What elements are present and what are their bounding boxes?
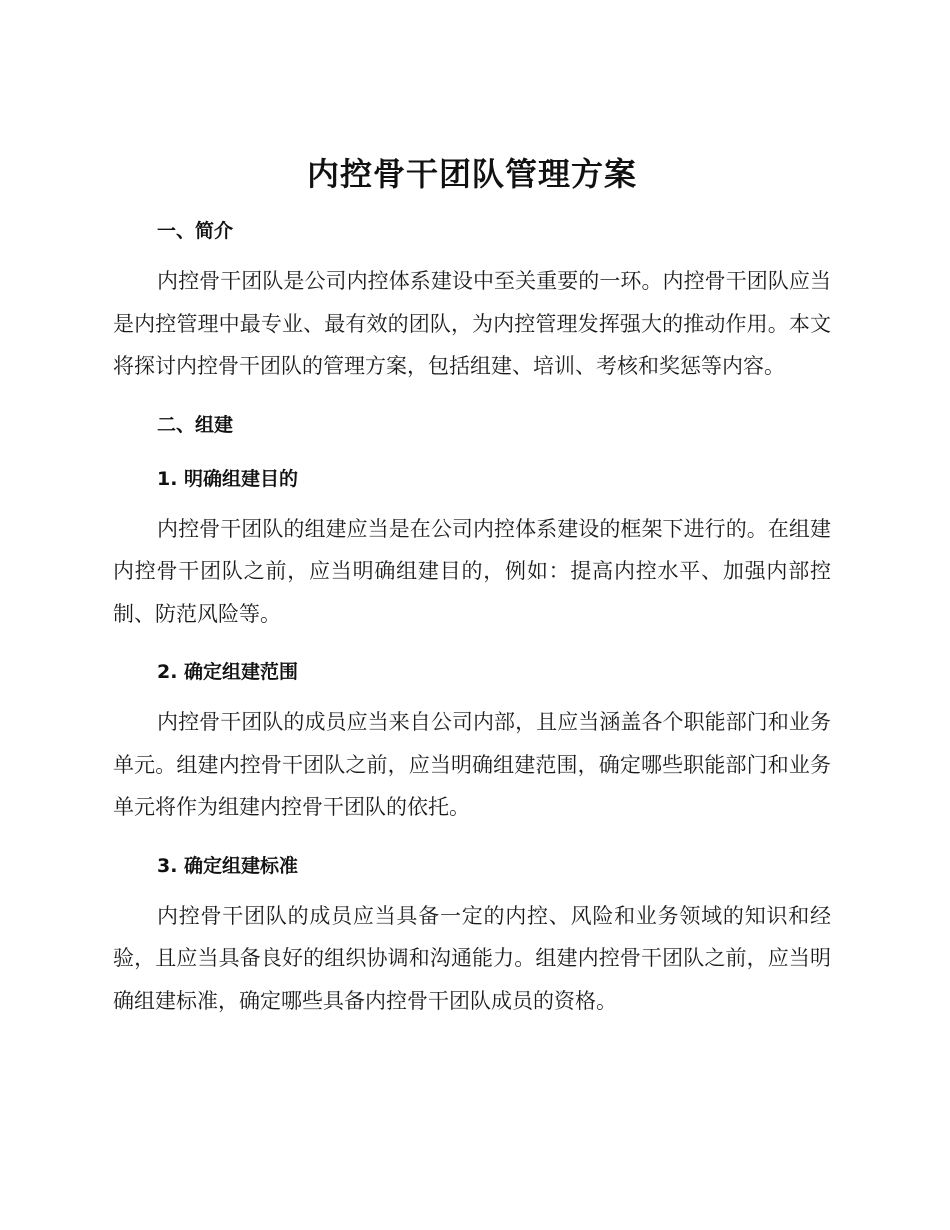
intro-paragraph: 内控骨干团队是公司内控体系建设中至关重要的一环。内控骨干团队应当是内控管理中最专业、最有效的团队，为内控管理发挥强大的推动作用。本文将探讨内控骨干团队的管理方案，包括组建、培训、考核和奖惩等内容。: [113, 269, 831, 378]
spacer: [113, 496, 831, 508]
purpose-paragraph: 内控骨干团队的组建应当是在公司内控体系建设的框架下进行的。在组建内控骨干团队之前，应当明确组建目的，例如：提高内控水平、加强内部控制、防范风险等。: [113, 516, 831, 626]
spacer: [113, 388, 831, 408]
subsection-heading-criteria: 3. 确定组建标准: [157, 854, 299, 877]
subsection-heading-purpose: 1. 明确组建目的: [157, 467, 299, 490]
section-heading-intro: 一、简介: [157, 220, 234, 242]
section-heading-formation: 二、组建: [157, 413, 234, 436]
spacer: [113, 829, 831, 849]
criteria-paragraph: 内控骨干团队的成员应当具备一定的内控、风险和业务领域的知识和经验，且应当具备良好的组织协调和沟通能力。组建内控骨干团队之前，应当明确组建标准，确定哪些具备内控骨干团队成员的资格。: [113, 903, 831, 1013]
subsection-heading-scope: 2. 确定组建范围: [157, 661, 299, 683]
spacer: [113, 635, 831, 655]
spacer: [113, 883, 831, 895]
document-title: 内控骨干团队管理方案: [306, 155, 637, 193]
spacer: [113, 442, 831, 462]
spacer: [113, 202, 831, 214]
document-body: [113, 146, 831, 1022]
spacer: [113, 248, 831, 260]
spacer: [113, 689, 831, 701]
scope-paragraph: 内控骨干团队的成员应当来自公司内部，且应当涵盖各个职能部门和业务单元。组建内控骨干团队之前，应当明确组建范围，确定哪些职能部门和业务单元将作为组建内控骨干团队的依托。: [113, 710, 831, 819]
